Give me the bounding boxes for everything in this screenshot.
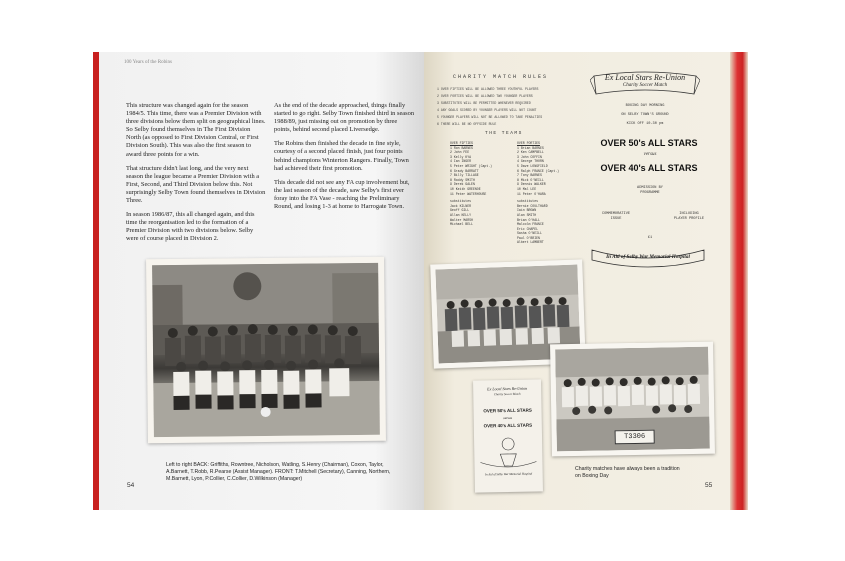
player: Brian O'HALL (517, 217, 540, 222)
rules-list (437, 86, 587, 128)
player: 4 Ian INGER (450, 159, 472, 164)
player: 5 Dave LONGFIELD (517, 163, 548, 168)
running-head: 100 Years of the Robins (124, 60, 172, 65)
player: 9 Dennis WALKER (517, 182, 546, 187)
poster-commemorative: COMMEMORATIVE ISSUE (601, 212, 631, 221)
over-forties-list (517, 141, 587, 245)
paragraph: The Robins then finished the decade in fine style, courtesy of a second placed finish, just four points behind champions Winterton Rangers. Finally, Town had achieved their first promotion. (274, 140, 409, 172)
team-header: OVER FORTIES (517, 141, 540, 145)
programme-over-50: OVER 50's ALL STARS (483, 407, 532, 414)
player: Allan KELLY (450, 212, 472, 217)
player: Jack KILNER (450, 203, 472, 208)
team-header: OVER FIFTIES (450, 141, 473, 145)
player: 11 Peter O'HARA (517, 191, 546, 196)
subs-header: substitutes (517, 199, 539, 204)
player: Albert LAMBERT (517, 240, 544, 245)
paragraph: In season 1986/87, this all changed again, and this time the reorganisation led to the formation of a Premier Division with two divisions below. Selby were of course placed in Division 2. (126, 211, 255, 243)
poster-price: £1 (647, 236, 653, 240)
photo-image (555, 347, 710, 452)
player: 1 Brian BARNES (517, 145, 544, 150)
poster-versus: versus (643, 152, 657, 157)
player: 3 Kelly KYA (450, 154, 472, 159)
player: 5 Peter WRIGHT (Capt.) (450, 163, 493, 168)
poster-when-2: ON SELBY TOWN'S GROUND (621, 113, 669, 117)
charity-caption: Charity matches have always been a tradition on Boxing Day (575, 466, 680, 479)
text-column-2 (274, 102, 414, 217)
teams-title: THE TEAMS (485, 131, 523, 136)
poster-ribbon (588, 244, 708, 272)
poster-admission: ADMISSION BY PROGRAMME (637, 186, 663, 195)
rule-item: 4 ANY GOALS SCORED BY YOUNGER PLAYERS WILL NOT COUNT (437, 108, 537, 112)
poster-over-50: OVER 50's ALL STARS (600, 138, 698, 148)
rule-item: 2 OVER FORTIES WILL BE ALLOWED TWO YOUNGER PLAYERS (437, 94, 533, 98)
banner-title: Ex Local Stars Re-Union (604, 73, 686, 82)
player: 6 Grady BARRATT (450, 168, 479, 173)
player: Malcolm FRANCE (517, 222, 544, 227)
player: Eric CHAPEL (517, 226, 539, 231)
player: 8 Roddy SMITH (450, 177, 475, 182)
team-photo-illustration (152, 263, 380, 437)
programme-title: Ex Local Stars Re-Union (487, 385, 528, 392)
match-programme (473, 379, 543, 492)
programme-versus: versus (503, 415, 513, 421)
programme-drawing-icon (474, 431, 543, 472)
player: 7 Billy TILLAGE (450, 173, 479, 178)
photo-slate: T3306 (615, 430, 655, 445)
player: 8 Mick O'NEILL (517, 177, 544, 182)
rule-item: 6 THERE WILL BE NO OFFSIDE RULE (437, 122, 497, 126)
poster-profile: INCLUDING PLAYER PROFILE (673, 212, 705, 221)
poster-when-1: BOXING DAY MORNING (625, 104, 665, 108)
team-photo (146, 257, 386, 443)
player: Alan SMITH (517, 212, 537, 217)
spine-edge (93, 52, 99, 510)
poster-over-40: OVER 40's ALL STARS (600, 163, 698, 173)
programme-subtitle: Charity Soccer Match (493, 391, 521, 397)
photo-caption: Left to right BACK: Griffiths, Rowntree, Nicholson, Watling, S.Henry (Chairman), Coxon, Taylor, A.Barnett, T.Robb, R.Pearse (Assist Manager). FRONT: T.Mitchell (Secretary), Canning, Northern, M.Barnett, Lyon, P.Collier, C.Collier, D.Wilkinson (Manager) (166, 462, 391, 482)
page-number: 54 (127, 482, 135, 489)
rule-item: 5 YOUNGER PLAYERS WILL NOT BE ALLOWED TO TAKE PENALTIES (437, 115, 543, 119)
banner-subtitle: Charity Soccer Match (622, 83, 668, 88)
player: Geoff GILL (450, 208, 470, 213)
rule-item: 3 SUBSTITUTES WILL BE PERMITTED WHENEVER REQUIRED (437, 101, 531, 105)
paragraph: As the end of the decade approached, things finally started to go right. Selby Town finished third in season 1988/89, just missing out on promotion by three points, behind second placed Liversedge. (274, 102, 415, 134)
rule-item: 1 OVER FIFTIES WILL BE ALLOWED THREE YOUTHFUL PLAYERS (437, 87, 539, 91)
player: 7 Tony BARNES (517, 173, 542, 178)
player: Walter MARSH (450, 217, 473, 222)
ribbon-text: In Aid of Selby War Memorial Hospital (606, 254, 690, 260)
page-number: 55 (705, 482, 713, 489)
player: Michael BELL (450, 222, 473, 227)
player: 11 Peter WATERHOUSE (450, 191, 487, 196)
player: 3 John COFFIN (517, 154, 542, 159)
paragraph: This structure was changed again for the season 1984/5. This time, there was a Premier Division with three divisions below them split on geographical lines. So Selby found themselves in The First Division North (as opposed to First Division Central, or First Division South). This was also the first season to award three points for a win. (126, 102, 266, 158)
player: Sasha O'NEILL (517, 231, 542, 236)
rules-title: CHARITY MATCH RULES (453, 74, 549, 80)
player: 2 Ken CAMPBELL (517, 150, 544, 155)
player: 10 Keith GREENOE (450, 186, 481, 191)
player: 10 Mal LEE (517, 186, 537, 191)
poster-when-3: KICK OFF 10-30 pm (626, 122, 664, 126)
programme-ribbon: In Aid of Selby War Memorial Hospital (485, 471, 533, 477)
photo-image (152, 263, 380, 437)
player: 6 Ralph FRANCE (Capt.) (517, 168, 560, 173)
over-fifties-list (450, 141, 515, 227)
player: Paul O'BRIEN (517, 235, 540, 240)
page-edges (730, 52, 748, 510)
player: Bernie COULTHARD (517, 203, 548, 208)
paragraph: This decade did not see any FA cup involvement but, the last season of the decade, saw Selby's first ever foray into the FA Vase - reaching the Preliminary Round, and losing 1-3 at home to Harrogate Town. (274, 178, 410, 211)
player: Iain BROWN (517, 208, 537, 213)
text-column-1 (126, 102, 266, 250)
subs-header: substitutes (450, 199, 472, 204)
player: 9 Derek GALEN (450, 182, 475, 187)
player: 2 John FEE (450, 150, 470, 155)
programme-over-40: OVER 40's ALL STARS (483, 422, 533, 429)
poster-banner (590, 68, 700, 100)
player: 4 George THORN (517, 159, 544, 164)
paragraph: That structure didn't last long, and the very next season the league became a Premier Division with a First, Second, and Third Division below this. Not surprisingly Selby Town found themselves in Division Three. (126, 164, 266, 205)
charity-photo-2 (550, 342, 715, 457)
player: 1 Ron BARNES (450, 145, 473, 150)
